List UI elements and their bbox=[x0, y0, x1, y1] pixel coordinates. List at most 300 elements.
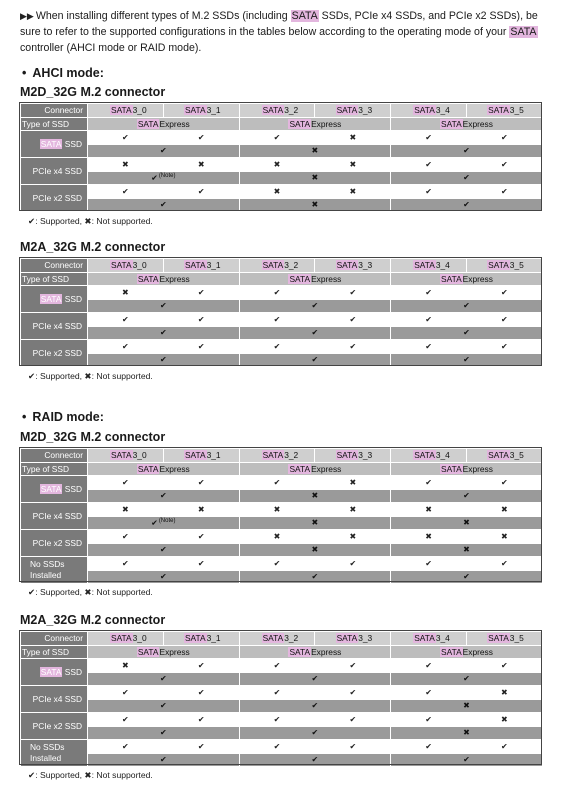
ssd-type-text: PCIe x4 SSD bbox=[32, 510, 82, 521]
bus-support-cell bbox=[239, 198, 391, 212]
table-row bbox=[21, 286, 543, 300]
support-cell bbox=[88, 686, 164, 700]
connector-header-row bbox=[21, 449, 543, 463]
port-number: 3_4 bbox=[435, 260, 450, 271]
sata-express-group bbox=[239, 645, 391, 659]
sata-express-group bbox=[88, 645, 240, 659]
bus-row bbox=[21, 299, 543, 313]
support-cell bbox=[163, 476, 239, 490]
bus-support-cell bbox=[239, 171, 391, 185]
ssd-type-text: PCIe x2 SSD bbox=[32, 537, 82, 548]
support-cell bbox=[239, 503, 315, 517]
intro-text-1: When installing different types of M.2 SSDs (including bbox=[35, 10, 291, 22]
cross-icon: ✖ bbox=[463, 701, 470, 711]
bus-row bbox=[21, 144, 543, 158]
support-cell bbox=[163, 740, 239, 754]
support-table bbox=[20, 103, 543, 212]
check-icon: ✔ bbox=[311, 701, 319, 711]
support-cell bbox=[466, 530, 542, 544]
cross-icon: ✖ bbox=[349, 186, 357, 196]
check-icon: ✔ bbox=[122, 558, 129, 568]
port-number: 3_1 bbox=[206, 633, 221, 644]
check-icon: ✔ bbox=[159, 701, 167, 711]
check-icon: ✔ bbox=[197, 660, 205, 670]
intro-text-2: SSDs, PCIe x4 SSDs, and PCIe x2 SSDs), be sure to refer to the supported configurations in the tables below according to the operating mode of your bbox=[20, 10, 538, 38]
port-number: 3_1 bbox=[206, 260, 221, 271]
check-icon: ✔ bbox=[463, 200, 470, 210]
support-cell bbox=[88, 131, 164, 145]
check-icon: ✔ bbox=[463, 146, 470, 156]
support-cell bbox=[391, 131, 467, 145]
sata-highlight: SATA bbox=[336, 260, 358, 271]
ssd-type-label bbox=[21, 659, 88, 686]
bus-support-cell bbox=[391, 326, 543, 340]
type-of-ssd-label: Type of SSD bbox=[21, 645, 88, 659]
cross-icon: ✖ bbox=[349, 504, 357, 514]
ssd-type-label bbox=[21, 686, 88, 713]
check-icon: ✔ bbox=[273, 341, 281, 351]
support-cell bbox=[315, 131, 391, 145]
support-cell bbox=[163, 659, 239, 673]
check-icon: ✔ bbox=[159, 328, 167, 338]
ssd-type-label bbox=[21, 557, 88, 584]
port-header bbox=[239, 259, 315, 273]
check-icon: ✔ bbox=[273, 314, 281, 324]
support-cell bbox=[163, 185, 239, 199]
sata-highlight: SATA bbox=[289, 273, 311, 284]
bus-row bbox=[21, 489, 543, 503]
sata-express-group bbox=[239, 462, 391, 476]
support-table bbox=[20, 631, 543, 767]
sata-highlight: SATA bbox=[488, 633, 509, 644]
port-header bbox=[315, 259, 391, 273]
support-cell bbox=[239, 286, 315, 300]
support-cell bbox=[239, 185, 315, 199]
bus-support-cell bbox=[88, 726, 240, 740]
cross-icon: ✖ bbox=[349, 477, 357, 487]
support-cell bbox=[163, 530, 239, 544]
check-icon: ✔ bbox=[425, 741, 432, 751]
support-cell bbox=[466, 686, 542, 700]
table-row bbox=[21, 158, 543, 172]
port-number: 3_2 bbox=[284, 633, 299, 644]
check-icon: ✔ bbox=[425, 159, 432, 169]
check-icon: ✔ bbox=[151, 518, 158, 528]
port-number: 3_5 bbox=[509, 633, 524, 644]
sata-express-group bbox=[391, 462, 543, 476]
ssd-type-text: SSD bbox=[64, 666, 82, 677]
port-header bbox=[466, 449, 542, 463]
cross-icon: ✖ bbox=[349, 531, 357, 541]
cross-icon: ✖ bbox=[463, 545, 470, 555]
port-header bbox=[391, 259, 467, 273]
support-cell bbox=[466, 131, 542, 145]
support-cell bbox=[315, 313, 391, 327]
support-cell bbox=[391, 286, 467, 300]
bus-support-cell bbox=[88, 543, 240, 557]
support-cell bbox=[88, 659, 164, 673]
double-arrow-icon: ▶▶ bbox=[20, 11, 34, 21]
support-cell bbox=[315, 557, 391, 571]
check-icon: ✔ bbox=[122, 687, 129, 697]
sata-highlight: SATA bbox=[111, 450, 132, 461]
sata-highlight: SATA bbox=[137, 463, 159, 474]
bus-support-cell bbox=[239, 672, 391, 686]
port-header bbox=[239, 449, 315, 463]
support-cell bbox=[315, 659, 391, 673]
bus-support-cell bbox=[239, 516, 391, 530]
cross-icon: ✖ bbox=[311, 545, 319, 555]
check-icon: ✔ bbox=[501, 558, 508, 568]
legend-not-supported-text: : Not supported. bbox=[91, 371, 153, 381]
connector-title: M2A_32G M.2 connector bbox=[20, 240, 166, 254]
port-header bbox=[163, 259, 239, 273]
check-icon: ✔ bbox=[28, 216, 36, 226]
bus-row bbox=[21, 726, 543, 740]
cross-icon: ✖ bbox=[425, 504, 432, 514]
legend bbox=[28, 587, 153, 598]
type-of-ssd-row bbox=[21, 117, 543, 131]
bus-support-cell bbox=[239, 543, 391, 557]
legend-supported-text: : Supported, bbox=[35, 770, 85, 780]
check-icon: ✔ bbox=[311, 355, 319, 365]
port-header bbox=[88, 449, 164, 463]
cross-icon: ✖ bbox=[84, 587, 92, 597]
sata-express-label: Express bbox=[462, 118, 493, 129]
sata-express-label: Express bbox=[159, 118, 190, 129]
support-table bbox=[20, 258, 543, 367]
check-icon: ✔ bbox=[463, 328, 470, 338]
port-header bbox=[466, 632, 542, 646]
support-cell bbox=[239, 713, 315, 727]
check-icon: ✔ bbox=[273, 132, 281, 142]
ssd-type-label bbox=[21, 476, 88, 503]
check-icon: ✔ bbox=[159, 545, 167, 555]
check-icon: ✔ bbox=[425, 714, 432, 724]
ssd-type-text: SSD bbox=[64, 138, 82, 149]
support-cell bbox=[391, 713, 467, 727]
bus-row bbox=[21, 198, 543, 212]
support-cell bbox=[239, 659, 315, 673]
cross-icon: ✖ bbox=[425, 531, 432, 541]
check-icon: ✔ bbox=[501, 159, 508, 169]
check-icon: ✔ bbox=[463, 355, 470, 365]
ssd-type-text: PCIe x4 SSD bbox=[32, 693, 82, 704]
ssd-type-label bbox=[21, 185, 88, 212]
bus-support-cell bbox=[88, 326, 240, 340]
ssd-type-label bbox=[21, 530, 88, 557]
check-icon: ✔ bbox=[122, 186, 129, 196]
type-of-ssd-row bbox=[21, 272, 543, 286]
table-row bbox=[21, 530, 543, 544]
ssd-type-text: SSD bbox=[64, 483, 82, 494]
sata-highlight: SATA bbox=[184, 450, 206, 461]
sata-express-label: Express bbox=[462, 463, 493, 474]
cross-icon: ✖ bbox=[122, 660, 129, 670]
sata-highlight: SATA bbox=[40, 138, 62, 149]
support-cell bbox=[466, 713, 542, 727]
ssd-type-text: SSD bbox=[64, 293, 82, 304]
cross-icon: ✖ bbox=[463, 518, 470, 528]
check-icon: ✔ bbox=[197, 714, 205, 724]
check-icon: ✔ bbox=[349, 341, 357, 351]
support-cell bbox=[391, 557, 467, 571]
support-cell bbox=[88, 713, 164, 727]
sata-express-label: Express bbox=[159, 646, 190, 657]
bus-support-cell bbox=[391, 171, 543, 185]
bus-row bbox=[21, 672, 543, 686]
sata-highlight: SATA bbox=[137, 646, 159, 657]
support-cell bbox=[88, 313, 164, 327]
check-icon: ✔ bbox=[501, 314, 508, 324]
cross-icon: ✖ bbox=[501, 504, 508, 514]
check-icon: ✔ bbox=[197, 477, 205, 487]
bus-support-cell bbox=[88, 144, 240, 158]
support-cell bbox=[391, 659, 467, 673]
legend bbox=[28, 371, 153, 382]
support-cell bbox=[315, 503, 391, 517]
cross-icon: ✖ bbox=[311, 146, 319, 156]
bus-support-cell bbox=[239, 753, 391, 767]
bus-row bbox=[21, 353, 543, 367]
check-icon: ✔ bbox=[501, 741, 508, 751]
port-header bbox=[391, 449, 467, 463]
type-of-ssd-label: Type of SSD bbox=[21, 117, 88, 131]
port-number: 3_0 bbox=[132, 260, 147, 271]
support-cell bbox=[163, 686, 239, 700]
sata-highlight: SATA bbox=[336, 450, 358, 461]
ssd-type-text: PCIe x4 SSD bbox=[32, 320, 82, 331]
bullet: • bbox=[22, 410, 27, 424]
sata-highlight: SATA bbox=[111, 105, 132, 116]
check-icon: ✔ bbox=[159, 572, 167, 582]
support-cell bbox=[163, 286, 239, 300]
cross-icon: ✖ bbox=[197, 159, 205, 169]
note-marker: (Note) bbox=[158, 172, 176, 179]
sata-highlight: SATA bbox=[40, 293, 62, 304]
sata-express-label: Express bbox=[311, 463, 342, 474]
cross-icon: ✖ bbox=[463, 728, 470, 738]
check-icon: ✔ bbox=[349, 687, 357, 697]
ssd-type-text: PCIe x4 SSD bbox=[32, 165, 82, 176]
ssd-type-label bbox=[21, 286, 88, 313]
support-cell bbox=[391, 686, 467, 700]
port-header bbox=[239, 632, 315, 646]
check-icon: ✔ bbox=[463, 301, 470, 311]
sata-express-group bbox=[88, 272, 240, 286]
check-icon: ✔ bbox=[425, 558, 432, 568]
sata-express-label: Express bbox=[462, 273, 493, 284]
cross-icon: ✖ bbox=[122, 287, 129, 297]
table-row bbox=[21, 740, 543, 754]
sata-express-group bbox=[391, 117, 543, 131]
check-icon: ✔ bbox=[197, 741, 205, 751]
support-cell bbox=[315, 340, 391, 354]
section-title-text: RAID mode: bbox=[32, 410, 104, 424]
check-icon: ✔ bbox=[349, 314, 357, 324]
bus-support-cell bbox=[391, 198, 543, 212]
check-icon: ✔ bbox=[197, 186, 205, 196]
sata-express-label: Express bbox=[462, 646, 493, 657]
port-header bbox=[391, 104, 467, 118]
support-cell bbox=[315, 185, 391, 199]
table-row bbox=[21, 686, 543, 700]
port-header bbox=[466, 259, 542, 273]
check-icon: ✔ bbox=[197, 687, 205, 697]
support-cell bbox=[239, 686, 315, 700]
bus-support-cell bbox=[239, 144, 391, 158]
sata-highlight: SATA bbox=[414, 260, 435, 271]
bus-support-cell bbox=[391, 144, 543, 158]
table-row bbox=[21, 503, 543, 517]
bus-support-cell bbox=[88, 198, 240, 212]
check-icon: ✔ bbox=[311, 301, 319, 311]
bus-support-cell bbox=[391, 672, 543, 686]
cross-icon: ✖ bbox=[273, 504, 281, 514]
type-of-ssd-row bbox=[21, 462, 543, 476]
check-icon: ✔ bbox=[311, 755, 319, 765]
support-cell bbox=[391, 740, 467, 754]
check-icon: ✔ bbox=[311, 674, 319, 684]
bus-support-cell bbox=[88, 353, 240, 367]
bus-support-cell bbox=[391, 699, 543, 713]
check-icon: ✔ bbox=[273, 687, 281, 697]
port-number: 3_4 bbox=[435, 633, 450, 644]
sata-highlight: SATA bbox=[414, 450, 435, 461]
connector-title: M2D_32G M.2 connector bbox=[20, 430, 166, 444]
check-icon: ✔ bbox=[501, 477, 508, 487]
bus-support-cell bbox=[239, 489, 391, 503]
sata-highlight: SATA bbox=[441, 273, 462, 284]
support-cell bbox=[88, 476, 164, 490]
cross-icon: ✖ bbox=[311, 200, 319, 210]
check-icon: ✔ bbox=[159, 301, 167, 311]
port-number: 3_2 bbox=[284, 105, 299, 116]
port-header bbox=[239, 104, 315, 118]
port-number: 3_3 bbox=[358, 260, 373, 271]
support-cell bbox=[391, 340, 467, 354]
connector-title: M2A_32G M.2 connector bbox=[20, 613, 166, 627]
legend-not-supported-text: : Not supported. bbox=[91, 770, 153, 780]
port-header bbox=[466, 104, 542, 118]
connector-header-row bbox=[21, 259, 543, 273]
check-icon: ✔ bbox=[28, 770, 36, 780]
sata-express-label: Express bbox=[159, 463, 190, 474]
intro-text-3: controller (AHCI mode or RAID mode). bbox=[20, 42, 202, 54]
bus-support-cell bbox=[239, 726, 391, 740]
sata-highlight: SATA bbox=[488, 260, 509, 271]
sata-express-label: Express bbox=[311, 273, 342, 284]
check-icon: ✔ bbox=[273, 287, 281, 297]
legend-supported-text: : Supported, bbox=[35, 371, 85, 381]
cross-icon: ✖ bbox=[311, 518, 319, 528]
table-row bbox=[21, 476, 543, 490]
bus-row bbox=[21, 516, 543, 530]
support-cell bbox=[315, 713, 391, 727]
bus-support-cell bbox=[239, 326, 391, 340]
check-icon: ✔ bbox=[349, 287, 357, 297]
support-cell bbox=[88, 286, 164, 300]
check-icon: ✔ bbox=[159, 355, 167, 365]
legend bbox=[28, 216, 153, 227]
sata-highlight: SATA bbox=[137, 118, 159, 129]
check-icon: ✔ bbox=[28, 587, 36, 597]
intro-paragraph bbox=[20, 8, 550, 56]
sata-highlight: SATA bbox=[262, 633, 284, 644]
support-cell bbox=[239, 131, 315, 145]
check-icon: ✔ bbox=[159, 728, 167, 738]
port-number: 3_4 bbox=[435, 105, 450, 116]
support-cell bbox=[163, 131, 239, 145]
support-cell bbox=[239, 340, 315, 354]
sata-highlight: SATA bbox=[291, 10, 318, 22]
support-cell bbox=[466, 286, 542, 300]
table-row bbox=[21, 313, 543, 327]
port-header bbox=[88, 632, 164, 646]
section-title-raid bbox=[22, 410, 104, 424]
check-icon: ✔ bbox=[425, 687, 432, 697]
ssd-type-label bbox=[21, 503, 88, 530]
support-cell bbox=[466, 740, 542, 754]
check-icon: ✔ bbox=[159, 491, 167, 501]
check-icon: ✔ bbox=[501, 287, 508, 297]
check-icon: ✔ bbox=[197, 558, 205, 568]
connector-title: M2D_32G M.2 connector bbox=[20, 85, 166, 99]
bus-support-cell bbox=[239, 570, 391, 584]
support-cell bbox=[391, 503, 467, 517]
support-cell bbox=[391, 313, 467, 327]
support-cell bbox=[315, 530, 391, 544]
bus-support-cell bbox=[239, 699, 391, 713]
bus-support-cell bbox=[391, 489, 543, 503]
bus-support-cell bbox=[88, 672, 240, 686]
check-icon: ✔ bbox=[349, 558, 357, 568]
port-number: 3_5 bbox=[509, 105, 524, 116]
section-title-ahci bbox=[22, 66, 104, 80]
check-icon: ✔ bbox=[122, 531, 129, 541]
port-header bbox=[315, 632, 391, 646]
support-cell bbox=[315, 158, 391, 172]
check-icon: ✔ bbox=[311, 728, 319, 738]
ssd-type-label bbox=[21, 740, 88, 767]
check-icon: ✔ bbox=[425, 132, 432, 142]
section-title-text: AHCI mode: bbox=[32, 66, 104, 80]
check-icon: ✔ bbox=[122, 714, 129, 724]
bus-support-cell bbox=[391, 753, 543, 767]
support-cell bbox=[239, 313, 315, 327]
cross-icon: ✖ bbox=[311, 491, 319, 501]
support-cell bbox=[315, 476, 391, 490]
check-icon: ✔ bbox=[197, 132, 205, 142]
check-icon: ✔ bbox=[425, 287, 432, 297]
support-cell bbox=[315, 286, 391, 300]
check-icon: ✔ bbox=[159, 674, 167, 684]
support-cell bbox=[315, 740, 391, 754]
support-cell bbox=[239, 476, 315, 490]
cross-icon: ✖ bbox=[501, 714, 508, 724]
bus-row bbox=[21, 171, 543, 185]
ssd-type-label bbox=[21, 340, 88, 367]
bus-row bbox=[21, 326, 543, 340]
sata-highlight: SATA bbox=[441, 118, 462, 129]
support-cell bbox=[163, 340, 239, 354]
cross-icon: ✖ bbox=[84, 371, 92, 381]
check-icon: ✔ bbox=[349, 660, 357, 670]
support-cell bbox=[466, 313, 542, 327]
sata-highlight: SATA bbox=[414, 105, 435, 116]
support-cell bbox=[239, 158, 315, 172]
support-cell bbox=[466, 557, 542, 571]
